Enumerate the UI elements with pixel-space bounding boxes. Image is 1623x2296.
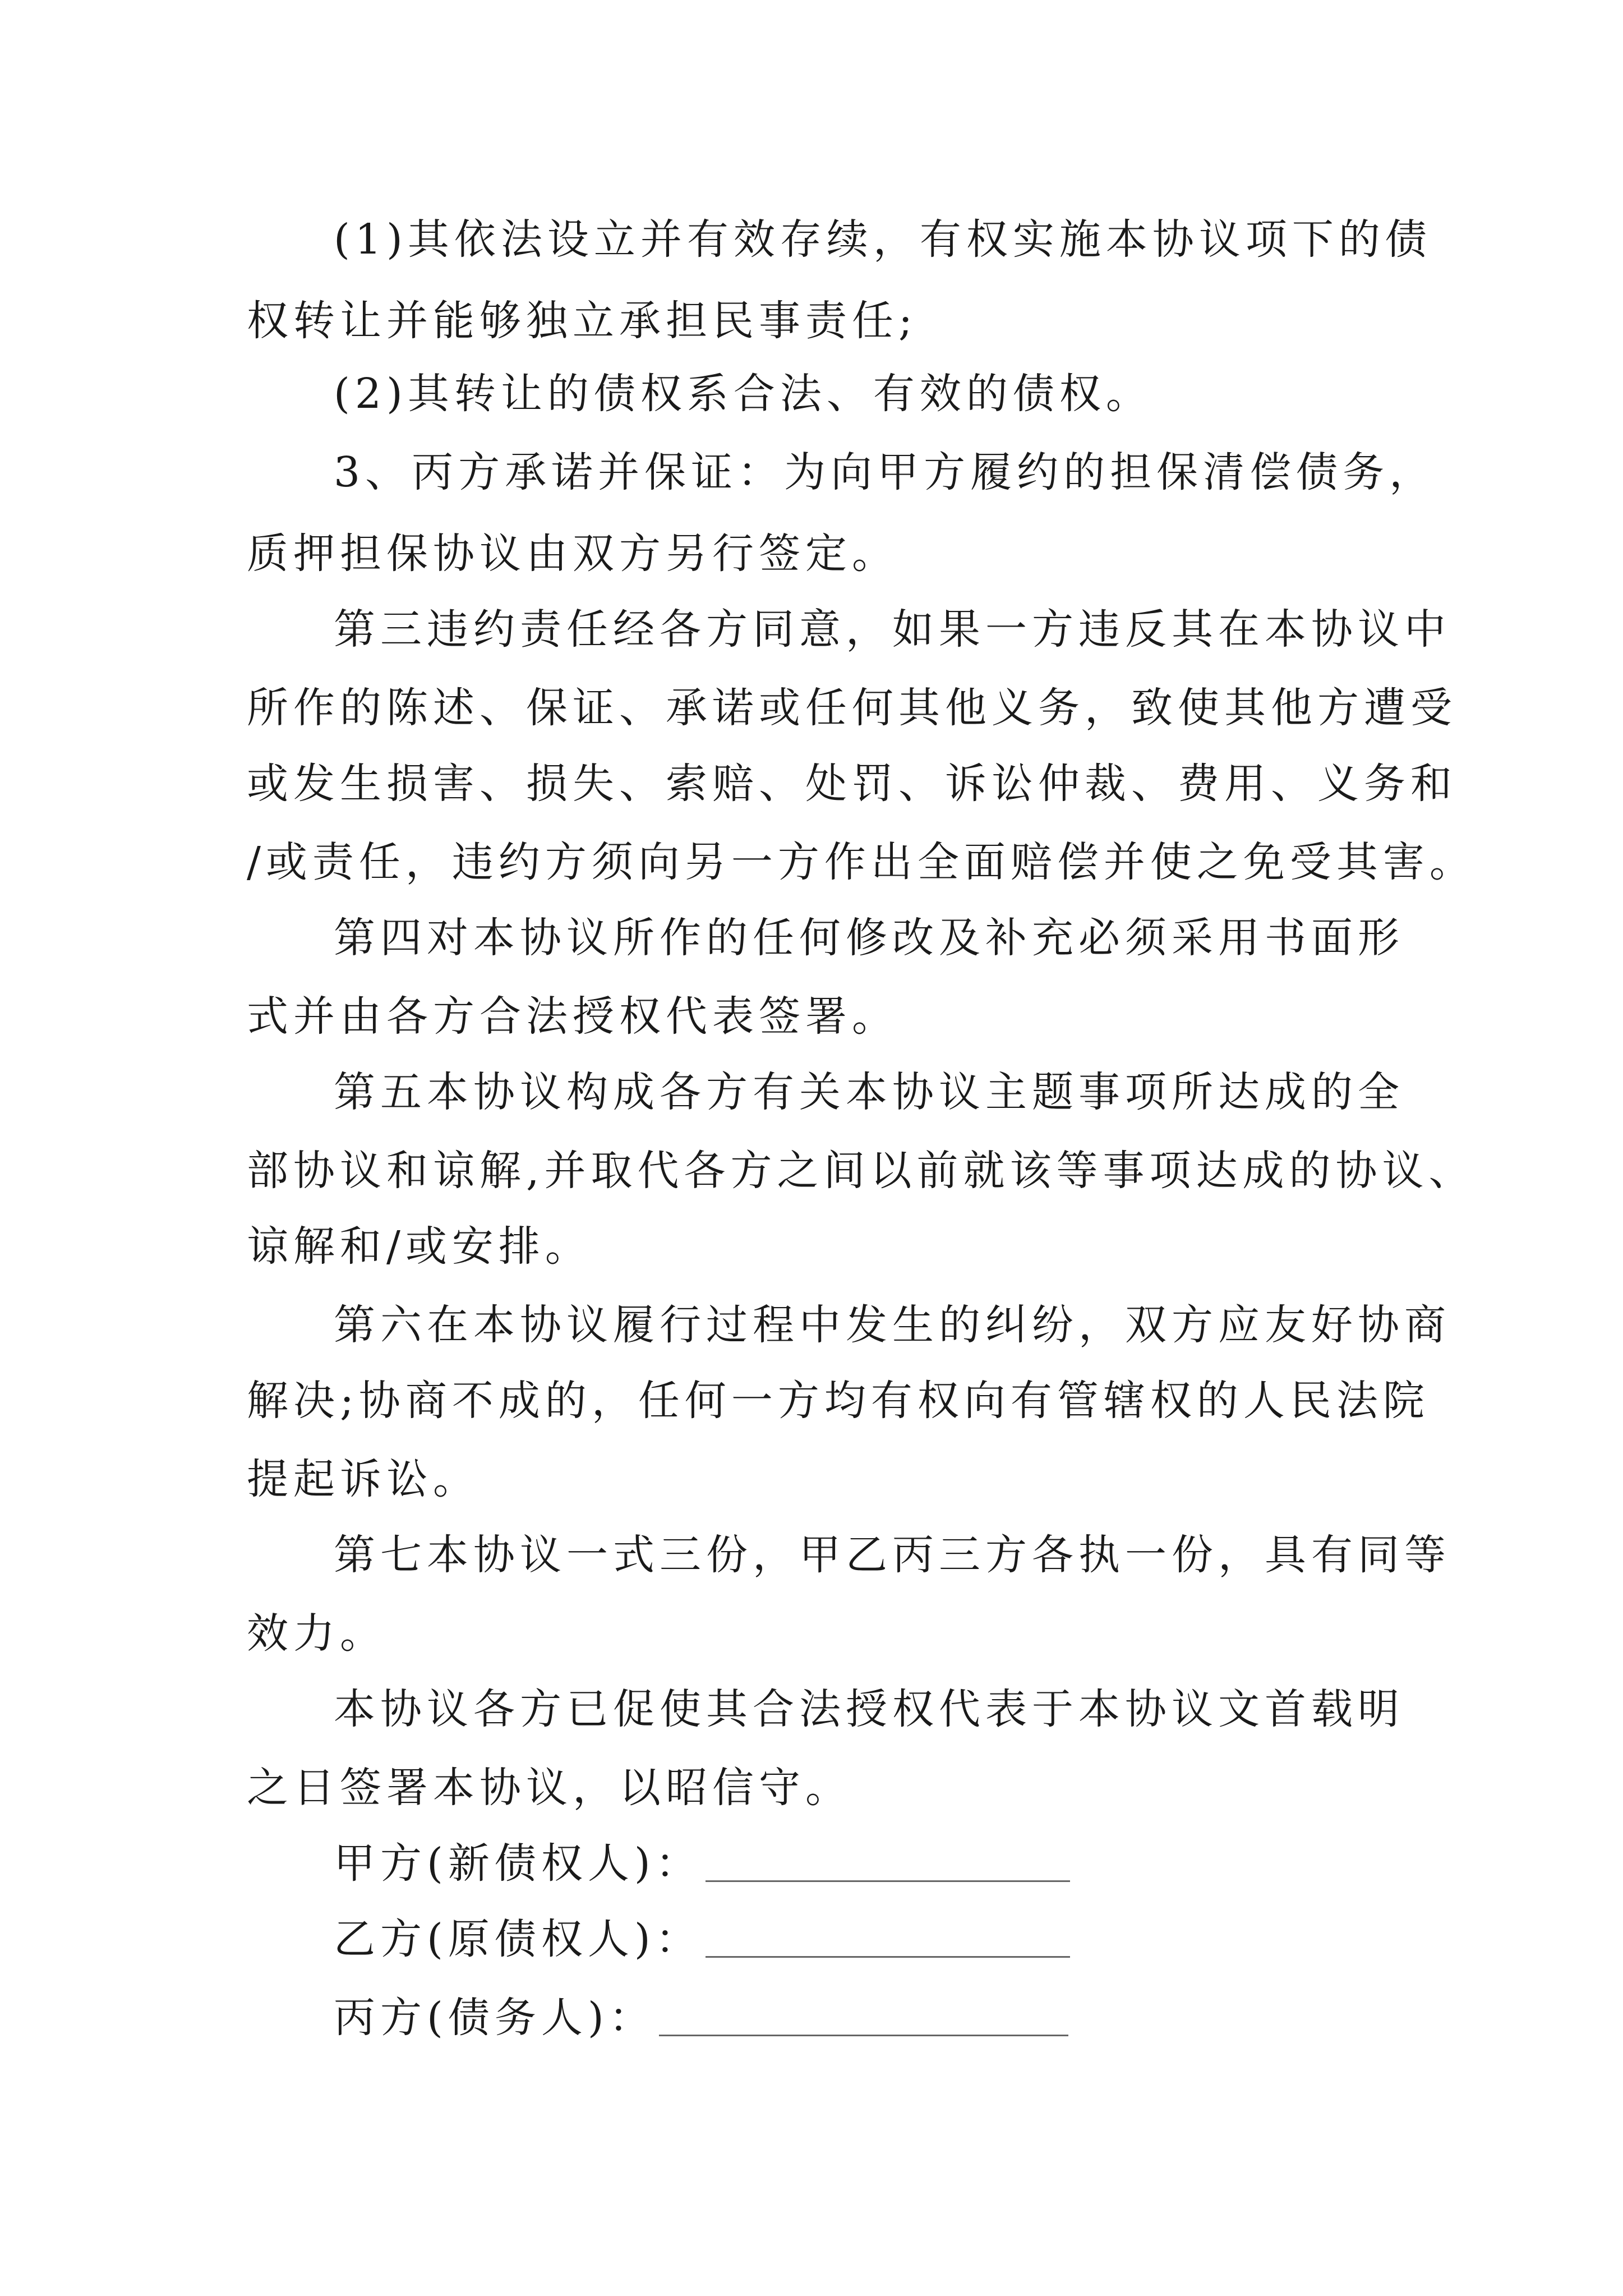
- paragraph-line: 权转让并能够独立承担民事责任;: [247, 297, 917, 345]
- paragraph-line: 解决;协商不成的，任何一方均有权向有管辖权的人民法院: [247, 1377, 1430, 1425]
- paragraph-line: 之日签署本协议，以昭信守。: [247, 1764, 852, 1812]
- signature-row-party-a: [334, 1839, 1070, 1888]
- paragraph-line: 部协议和谅解,并取代各方之间以前就该等事项达成的协议、: [247, 1147, 1476, 1195]
- signature-field[interactable]: [659, 2035, 1068, 2036]
- paragraph-line: 式并由各方合法授权代表签署。: [247, 992, 898, 1041]
- paragraph-line: 第七本协议一式三份，甲乙丙三方各执一份，具有同等: [334, 1531, 1451, 1579]
- paragraph-line: 第三违约责任经各方同意，如果一方违反其在本协议中: [334, 605, 1451, 654]
- paragraph-line: 3、丙方承诺并保证：为向甲方履约的担保清偿债务，: [334, 448, 1436, 496]
- paragraph-line: 第六在本协议履行过程中发生的纠纷，双方应友好协商: [334, 1301, 1451, 1349]
- signature-row-party-b: [334, 1915, 1070, 1963]
- paragraph-line: (1)其依法设立并有效存续，有权实施本协议项下的债: [334, 215, 1432, 264]
- paragraph-line: 谅解和/或安排。: [247, 1222, 592, 1271]
- paragraph-line: 提起诉讼。: [247, 1455, 479, 1503]
- paragraph-line: 所作的陈述、保证、承诺或任何其他义务，致使其他方遭受: [247, 684, 1457, 732]
- paragraph-line: /或责任，违约方须向另一方作出全面赔偿并使之免受其害。: [247, 838, 1476, 886]
- paragraph-line: 本协议各方已促使其合法授权代表于本协议文首载明: [334, 1685, 1404, 1733]
- paragraph-line: 质押担保协议由双方另行签定。: [247, 530, 898, 578]
- signature-label: 乙方(原债权人)：: [334, 1915, 702, 1963]
- paragraph-line: 或发生损害、损失、索赔、处罚、诉讼仲裁、费用、义务和: [247, 760, 1457, 808]
- signature-label: 甲方(新债权人)：: [334, 1839, 702, 1888]
- signature-row-party-c: [334, 1994, 1068, 2042]
- signature-field[interactable]: [706, 1880, 1070, 1882]
- paragraph-line: 第五本协议构成各方有关本协议主题事项所达成的全: [334, 1068, 1404, 1116]
- paragraph-line: (2)其转让的债权系合法、有效的债权。: [334, 370, 1152, 418]
- paragraph-line: 第四对本协议所作的任何修改及补充必须采用书面形: [334, 914, 1404, 962]
- signature-field[interactable]: [706, 1956, 1070, 1958]
- paragraph-line: 效力。: [247, 1609, 386, 1658]
- signature-label: 丙方(债务人)：: [334, 1994, 656, 2042]
